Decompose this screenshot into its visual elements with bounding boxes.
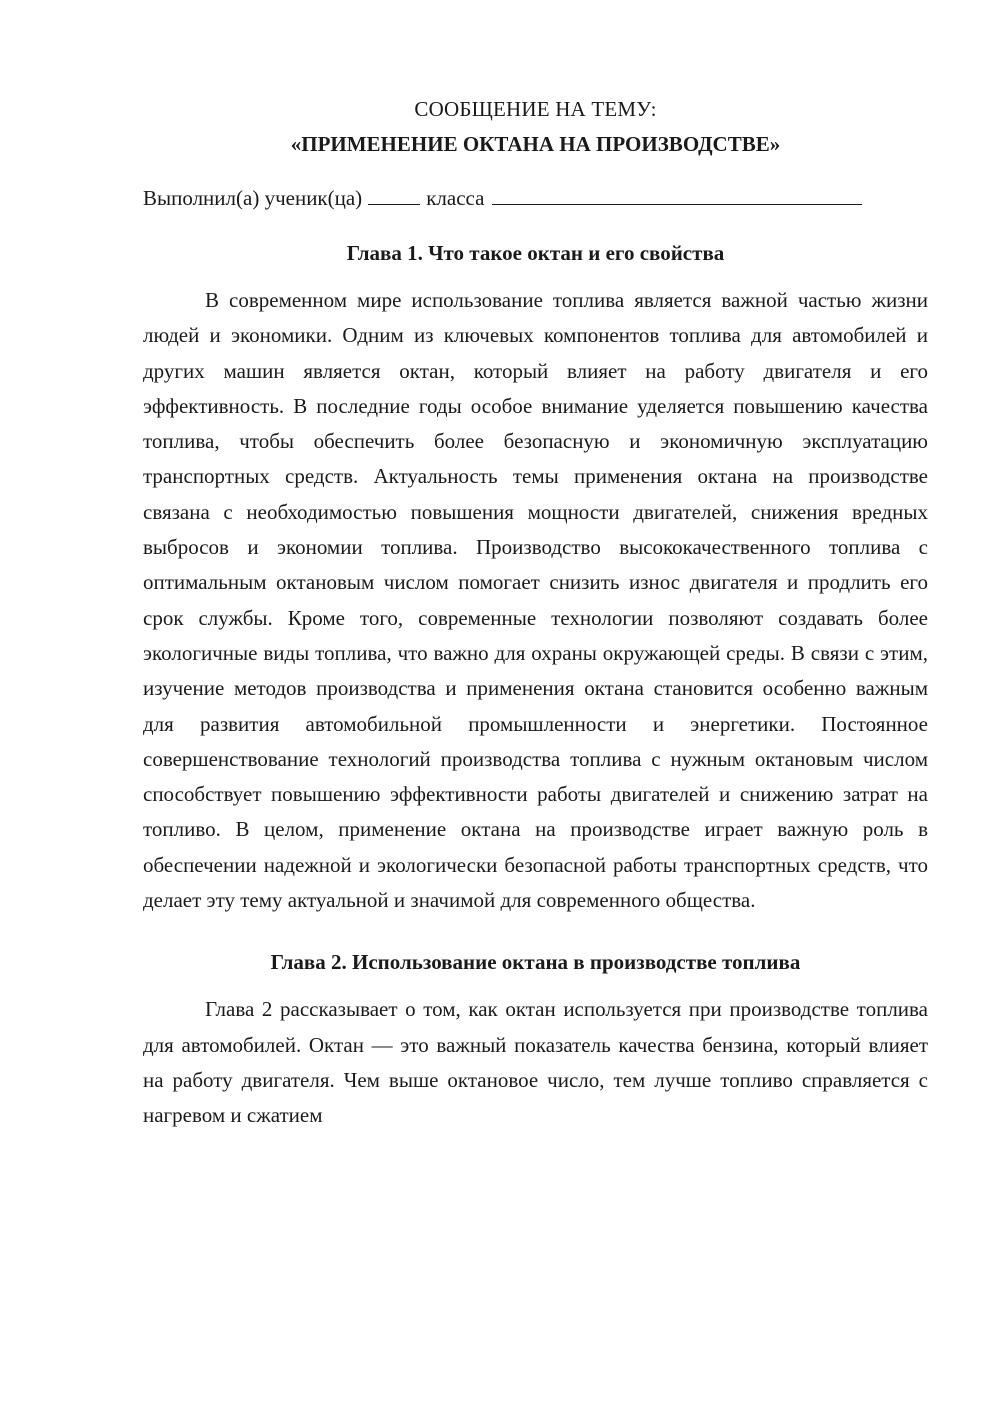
chapter1-title: Глава 1. Что такое октан и его свойства (346, 241, 725, 265)
author-line (143, 181, 928, 216)
document-page (143, 92, 928, 1134)
chapter1-paragraph: В современном мире использование топлива является важной частью жизни людей и экономики. Одним из ключевых компонентов топлива для автомобилей и других машин является октан, который влияет на работу двигателя и его эффективность. В последние годы особое внимание уделяется повышению качества топлива, чтобы обеспечить более безопасную и экономичную эксплуатацию транспортных средств. Актуальность темы применения октана на производстве связана с необходимостью повышения мощности двигателей, снижения вредных выбросов и экономии топлива. Производство высококачественного топлива с оптимальным октановым числом помогает снизить износ двигателя и продлить его срок службы. Кроме того, современные технологии позволяют создавать более экологичные виды топлива, что важно для охраны окружающей среды. В связи с этим, изучение методов производства и применения октана становится особенно важным для развития автомобильной промышленности и энергетики. Постоянное совершенствование технологий производства топлива с нужным октановым числом способствует повышению эффективности работы двигателей и снижению затрат на топливо. В целом, применение октана на производстве играет важную роль в обеспечении надежной и экологически безопасной работы транспортных средств, что делает эту тему актуальной и значимой для современного общества. (143, 288, 928, 913)
chapter2-paragraph: Глава 2 рассказывает о том, как октан используется при производстве топлива для автомобилей. Октан — это важный показатель качества бензина, который влияет на работу двигателя. Чем выше октановое число, тем лучше топливо справляется с нагревом и сжатием (143, 997, 928, 1128)
name-blank-line (492, 182, 862, 205)
document-title-line1: СООБЩЕНИЕ НА ТЕМУ: (414, 97, 657, 121)
document-title-main: «ПРИМЕНЕНИЕ ОКТАНА НА ПРОИЗВОДСТВЕ» (290, 132, 781, 156)
author-class-label: класса (426, 186, 485, 210)
chapter2-title: Глава 2. Использование октана в производстве топлива (270, 950, 801, 975)
author-prefix: Выполнил(а) ученик(ца) (143, 186, 363, 210)
class-blank-line (368, 182, 420, 205)
